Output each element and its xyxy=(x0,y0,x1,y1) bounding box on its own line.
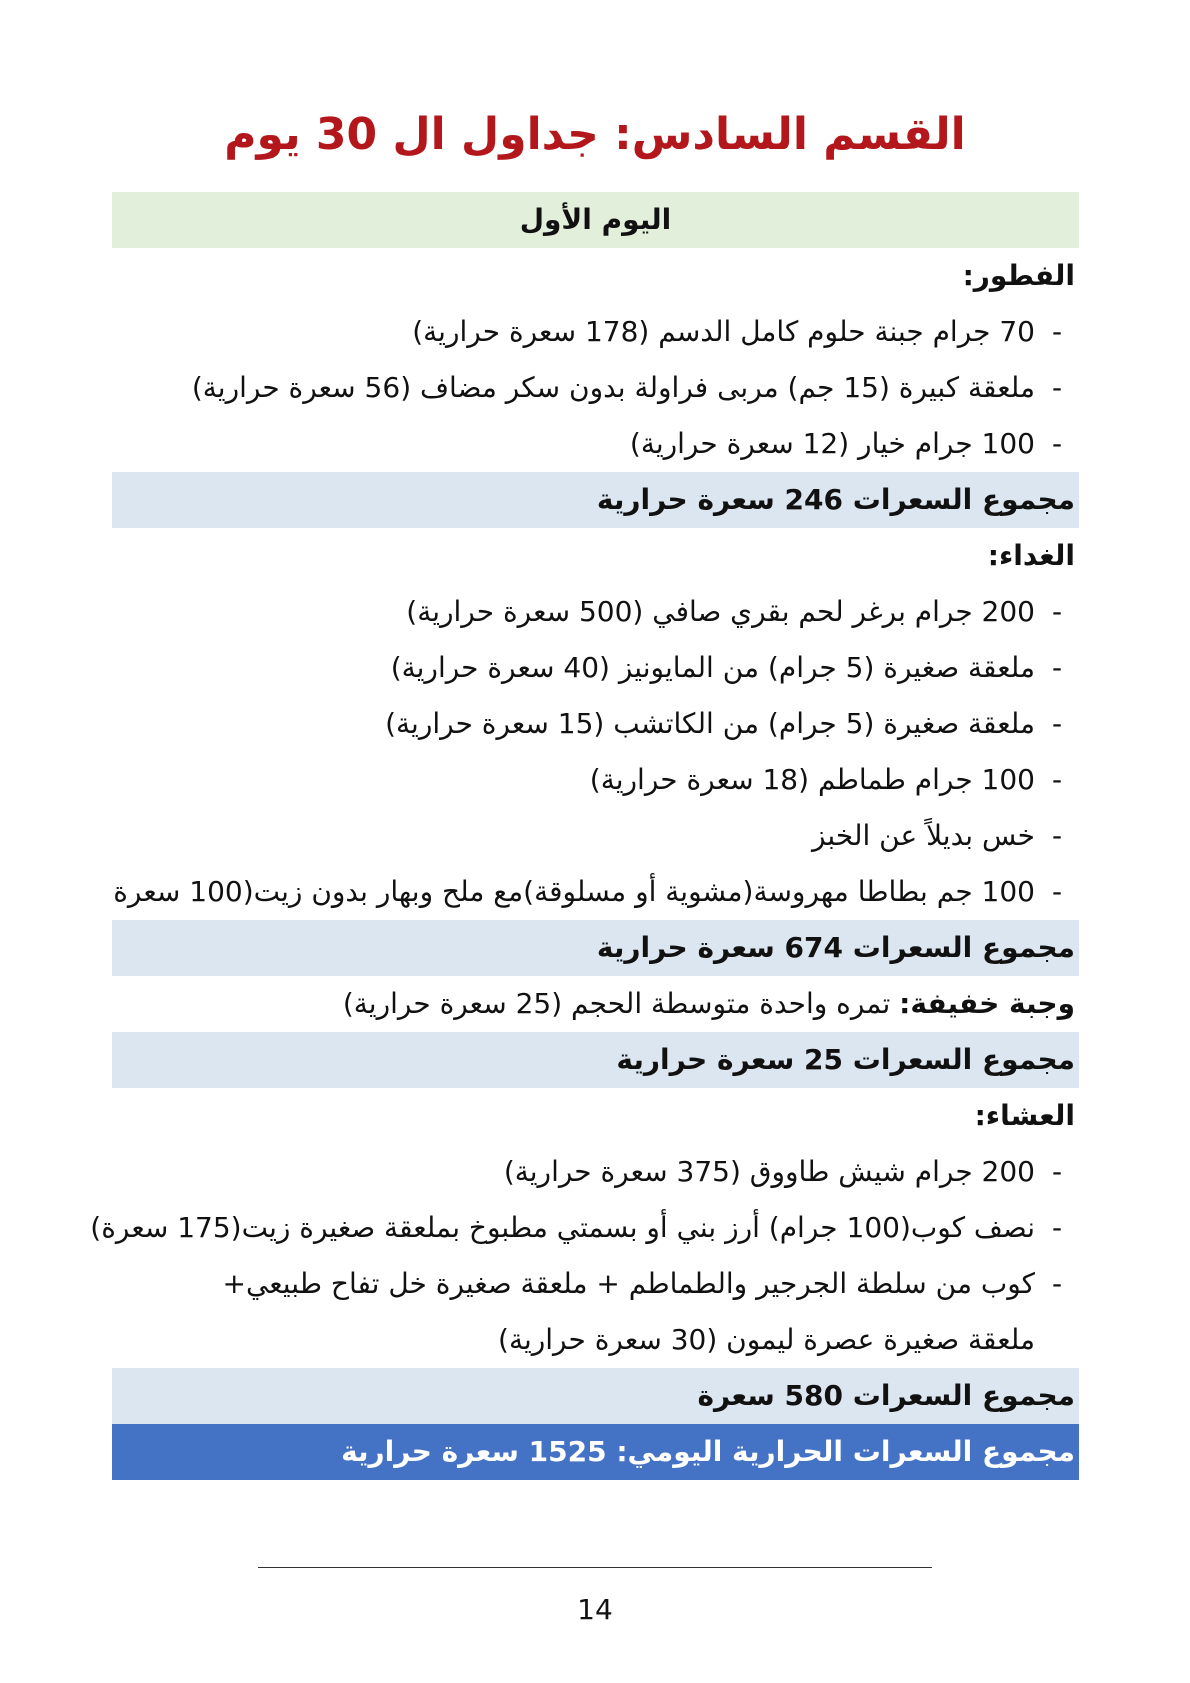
list-item xyxy=(112,304,1079,360)
day-heading: اليوم الأول xyxy=(112,192,1079,248)
lunch-item: خس بديلاً عن الخبز xyxy=(811,819,1035,852)
list-item xyxy=(112,808,1079,864)
list-item xyxy=(112,752,1079,808)
lunch-item: ملعقة صغيرة (5 جرام) من المايونيز (40 سعرة حرارية) xyxy=(390,651,1035,684)
breakfast-item: 70 جرام جبنة حلوم كامل الدسم (178 سعرة حرارية) xyxy=(412,315,1035,348)
bullet-dash: - xyxy=(1051,1211,1063,1244)
bullet-dash: - xyxy=(1051,651,1063,684)
footer-divider xyxy=(258,1567,932,1568)
bullet-dash: - xyxy=(1051,427,1063,460)
list-item xyxy=(90,1200,1079,1256)
breakfast-heading: الفطور: xyxy=(962,259,1075,292)
list-item xyxy=(112,416,1079,472)
bullet-dash: - xyxy=(1051,875,1063,908)
day-table xyxy=(90,192,1079,1480)
bullet-dash: - xyxy=(1051,595,1063,628)
snack-label: وجبة خفيفة: xyxy=(899,987,1075,1020)
lunch-total: مجموع السعرات 674 سعرة حرارية xyxy=(112,920,1079,976)
list-item xyxy=(112,1144,1079,1200)
lunch-item: 100 جرام طماطم (18 سعرة حرارية) xyxy=(589,763,1035,796)
dinner-item: 200 جرام شيش طاووق (375 سعرة حرارية) xyxy=(503,1155,1035,1188)
daily-total: مجموع السعرات الحرارية اليومي: 1525 سعرة حرارية xyxy=(112,1424,1079,1480)
snack-text: تمره واحدة متوسطة الحجم (25 سعرة حرارية) xyxy=(342,987,900,1020)
bullet-dash: - xyxy=(1051,763,1063,796)
breakfast-item: ملعقة كبيرة (15 جم) مربى فراولة بدون سكر مضاف (56 سعرة حرارية) xyxy=(191,371,1035,404)
dinner-heading: العشاء: xyxy=(974,1099,1075,1132)
lunch-item: ملعقة صغيرة (5 جرام) من الكاتشب (15 سعرة حرارية) xyxy=(385,707,1035,740)
dinner-item: كوب من سلطة الجرجير والطماطم + ملعقة صغيرة خل تفاح طبيعي+ xyxy=(222,1267,1035,1300)
list-item xyxy=(112,696,1079,752)
snack-total: مجموع السعرات 25 سعرة حرارية xyxy=(112,1032,1079,1088)
list-item xyxy=(112,640,1079,696)
lunch-item: 200 جرام برغر لحم بقري صافي (500 سعرة حرارية) xyxy=(406,595,1035,628)
list-item xyxy=(112,1256,1079,1312)
list-item xyxy=(112,584,1079,640)
dinner-total: مجموع السعرات 580 سعرة xyxy=(112,1368,1079,1424)
bullet-dash: - xyxy=(1051,707,1063,740)
list-item xyxy=(112,864,1079,920)
dinner-item-continuation: ملعقة صغيرة عصرة ليمون (30 سعرة حرارية) xyxy=(498,1323,1035,1356)
lunch-item: 100 جم بطاطا مهروسة(مشوية أو مسلوقة)مع ملح وبهار بدون زيت(100 سعرة xyxy=(113,875,1035,908)
bullet-dash: - xyxy=(1051,819,1063,852)
bullet-dash: - xyxy=(1051,371,1063,404)
breakfast-total: مجموع السعرات 246 سعرة حرارية xyxy=(112,472,1079,528)
bullet-dash: - xyxy=(1051,315,1063,348)
snack-row xyxy=(112,976,1079,1032)
breakfast-item: 100 جرام خيار (12 سعرة حرارية) xyxy=(629,427,1035,460)
lunch-heading: الغداء: xyxy=(987,539,1075,572)
list-item xyxy=(112,360,1079,416)
bullet-dash: - xyxy=(1051,1155,1063,1188)
dinner-item: نصف كوب(100 جرام) أرز بني أو بسمتي مطبوخ بملعقة صغيرة زيت(175 سعرة) xyxy=(90,1211,1035,1244)
page-title: القسم السادس: جداول ال 30 يوم xyxy=(224,109,966,160)
bullet-dash: - xyxy=(1051,1267,1063,1300)
page-number: 14 xyxy=(577,1593,613,1626)
